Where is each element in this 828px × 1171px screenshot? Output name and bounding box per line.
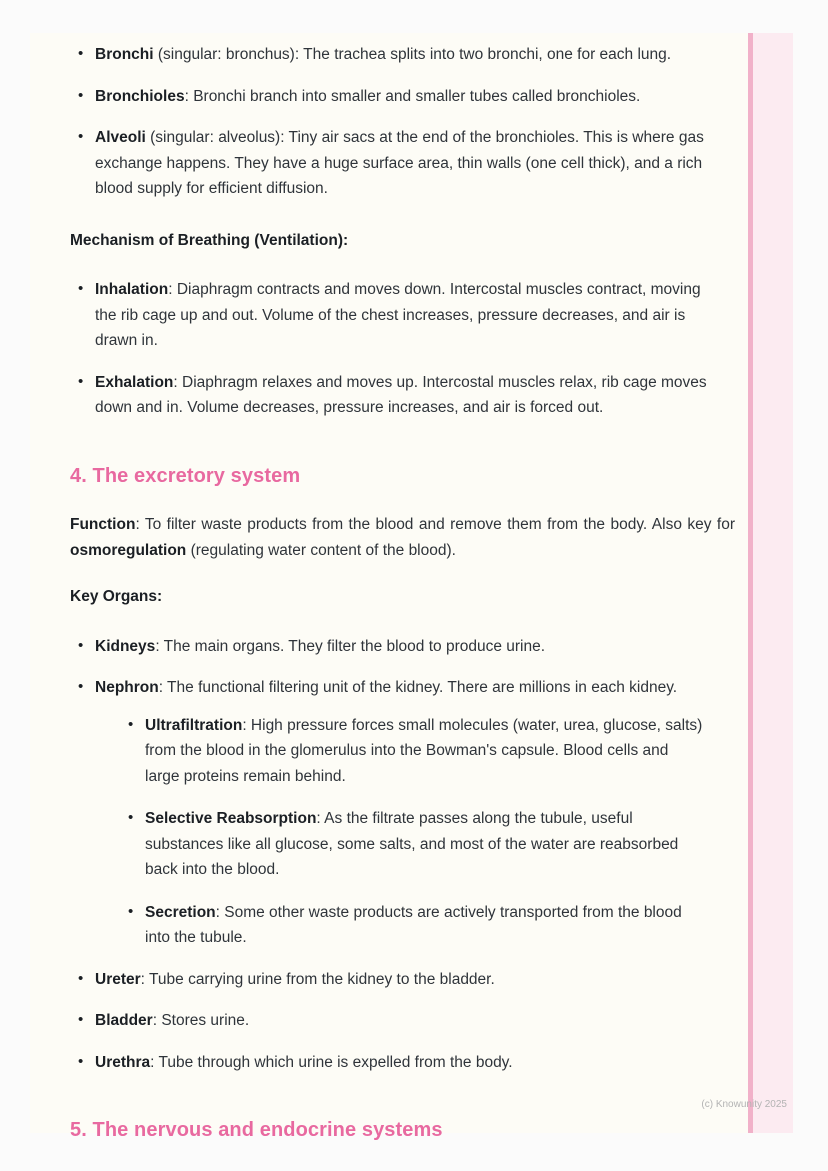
term-alveoli: Alveoli — [95, 129, 146, 146]
term-bladder: Bladder — [95, 1012, 153, 1029]
list-item — [95, 1008, 713, 1034]
section-heading-excretory-system: 4. The excretory system — [70, 464, 301, 487]
term-ultrafiltration: Ultrafiltration — [145, 716, 243, 734]
term-desc: : The functional filtering unit of the kidney. There are millions in each kidney. — [158, 679, 678, 696]
term-desc: : As the filtrate passes along the tubule, useful substances like all glucose, some salts, and most of the water are reabsorbed back into the blood. — [145, 810, 679, 878]
breathing-mechanism-list — [70, 277, 713, 421]
term-desc: : Bronchi branch into smaller and smaller tubes called bronchioles. — [184, 87, 641, 105]
term-exhalation: Exhalation — [95, 373, 174, 391]
list-item — [95, 675, 713, 951]
list-item — [95, 634, 713, 660]
list-item — [95, 125, 713, 202]
term-secretion: Secretion — [145, 903, 216, 921]
term-desc: : The main organs. They filter the blood to produce urine. — [155, 637, 546, 655]
term-desc: : Stores urine. — [152, 1012, 250, 1029]
term-desc: : Diaphragm relaxes and moves up. Intercostal muscles relax, rib cage moves down and in. Volume decreases, pressure increases, and air is forced out. — [95, 373, 707, 416]
term-desc: : Tube carrying urine from the kidney to the bladder. — [140, 970, 495, 988]
list-item — [95, 277, 713, 354]
list-item — [95, 42, 713, 68]
term-bronchioles: Bronchioles — [95, 87, 185, 105]
function-text: : To filter waste products from the blood and remove them from the body. Also key for — [135, 516, 735, 533]
term-ureter: Ureter — [95, 970, 141, 988]
term-desc: (singular: alveolus): Tiny air sacs at the end of the bronchioles. This is where gas exchange happens. They have a huge surface area, thin walls (one cell thick), and a rich blood supply for efficient diffusion. — [95, 129, 704, 197]
mechanism-of-breathing-heading: Mechanism of Breathing (Ventilation): — [70, 231, 349, 249]
excretory-function-paragraph — [70, 512, 735, 563]
term-nephron: Nephron — [95, 679, 159, 696]
term-bronchi: Bronchi — [95, 46, 154, 63]
list-item — [95, 967, 713, 993]
term-kidneys: Kidneys — [95, 637, 156, 655]
list-item — [95, 370, 713, 421]
section-heading-nervous-endocrine-systems: 5. The nervous and endocrine systems — [70, 1119, 443, 1141]
list-item — [145, 806, 705, 883]
respiratory-organs-list — [70, 42, 713, 202]
function-text: (regulating water content of the blood). — [186, 541, 456, 559]
page-content — [30, 33, 793, 1144]
term-osmoregulation: osmoregulation — [70, 541, 187, 559]
term-desc: : Tube through which urine is expelled from the body. — [150, 1053, 513, 1071]
term-selective-reabsorption: Selective Reabsorption — [145, 810, 317, 827]
term-desc: (singular: bronchus): The trachea splits into two bronchi, one for each lung. — [153, 46, 672, 63]
excretory-organs-list — [70, 634, 713, 1076]
list-item — [145, 713, 705, 790]
list-item — [95, 1050, 713, 1076]
nephron-processes-sublist — [120, 713, 705, 951]
term-desc: : High pressure forces small molecules (water, urea, glucose, salts) from the blood in the glomerulus into the Bowman's capsule. Blood cells and large proteins remain behind. — [145, 716, 703, 785]
term-urethra: Urethra — [95, 1053, 151, 1071]
list-item — [145, 900, 705, 951]
copyright-notice: (c) Knowunity 2025 — [701, 1099, 787, 1110]
term-desc: : Some other waste products are actively transported from the blood into the tubule. — [145, 903, 682, 946]
document-page — [30, 33, 793, 1141]
list-item — [95, 84, 713, 110]
key-organs-heading: Key Organs: — [70, 588, 163, 605]
function-label: Function — [70, 516, 136, 533]
term-inhalation: Inhalation — [95, 281, 169, 298]
term-desc: : Diaphragm contracts and moves down. Intercostal muscles contract, moving the rib cage up and out. Volume of the chest increases, pressure decreases, and air is drawn in. — [95, 281, 701, 349]
